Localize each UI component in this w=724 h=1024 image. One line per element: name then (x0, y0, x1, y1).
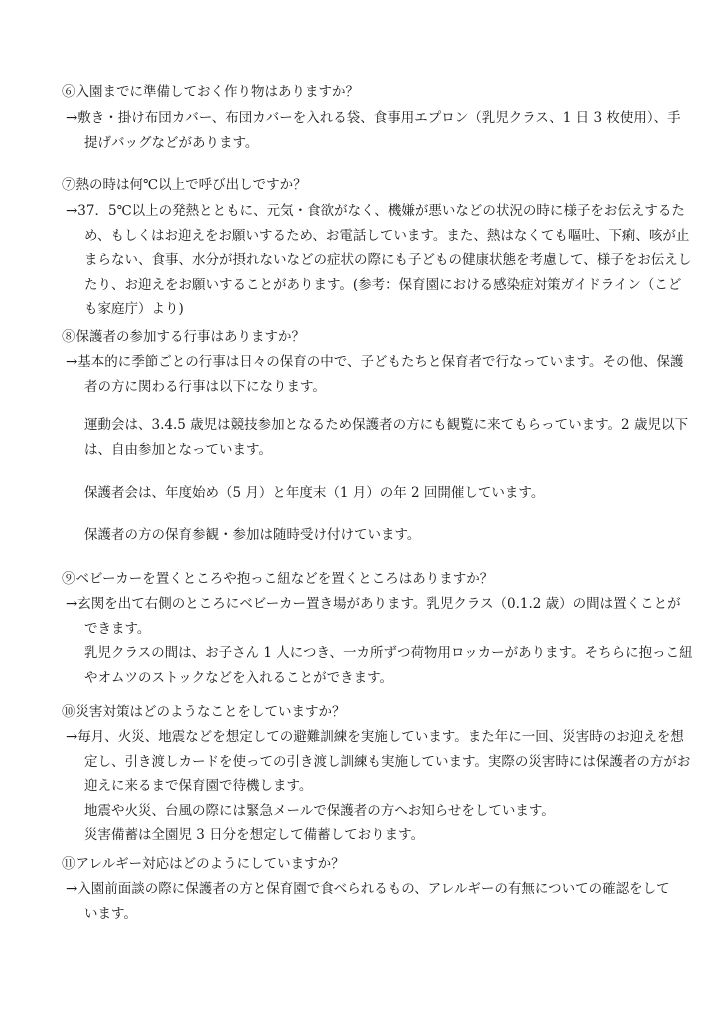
answer-line: 迎えに来るまで保育園で待機します。 (84, 778, 313, 794)
answer-line: →入園前面談の際に保護者の方と保育園で食べられるもの、アレルギーの有無についての確認をして (66, 881, 670, 897)
question-11: ⑪アレルギー対応はどのようにしていますか？ (62, 856, 345, 872)
answer-line: →37．5℃以上の発熱とともに、元気・食欲がなく、機嫌が悪いなどの状況の時に様子をお伝えするた (66, 203, 685, 219)
answer-line: 者の方に関わる行事は以下になります。 (84, 378, 326, 395)
question-6: ⑥入園までに準備しておく作り物はありますか？ (62, 84, 359, 100)
question-8: ⑧保護者の参加する行事はありますか？ (62, 329, 305, 345)
answer-10 (66, 725, 691, 848)
answer-line: まらない、食事、水分が摂れないなどの症状の際にも子どもの健康状態を考慮して、様子をお伝えし (84, 252, 692, 268)
answer-line: →敷き・掛け布団カバー、布団カバーを入れる袋、食事用エプロン（乳児クラス、1 日 3 枚使用）、手 (66, 110, 681, 126)
answer-line: 乳児クラスの間は、お子さん 1 人につき、一カ所ずつ荷物用ロッカーがあります。そちらに抱っこ紐 (84, 645, 693, 661)
answer-line: たり、お迎えをお願いすることがあります。(参考：保育園における感染症対策ガイドライン（こど (84, 276, 682, 293)
paragraph-line: 運動会は、3.4.5 歳児は競技参加となるため保護者の方にも観覧に来てもらっています。2 歳児以下 (84, 417, 688, 433)
answer-8 (66, 350, 684, 399)
question-9: ⑨ベビーカーを置くところや抱っこ紐などを置くところはありますか？ (62, 571, 494, 587)
answer-line: います。 (84, 905, 137, 922)
answer-line: →毎月、火災、地震などを想定しての避難訓練を実施しています。また年に一回、災害時のお迎えを想 (66, 729, 684, 745)
answer-line: 地震や火災、台風の際には緊急メールで保護者の方へお知らせをしています。 (84, 802, 555, 819)
answer-line: 提げバッグなどがあります。 (84, 134, 259, 151)
answer-line: 災害備蓄は全園児 3 日分を想定して備蓄しております。 (84, 827, 425, 843)
answer-line: →玄関を出て右側のところにベビーカー置き場があります。乳児クラス（0.1.2 歳）の間は置くことが (66, 596, 681, 612)
answer-line: やオムツのストックなどを入れることができます。 (84, 669, 394, 686)
answer-line: 定し、引き渡しカードを使っての引き渡し訓練も実施しています。実際の災害時には保護者の方がお (84, 753, 691, 770)
answer-11 (66, 877, 670, 926)
parent-meeting-paragraph (84, 481, 670, 506)
answer-line: め、もしくはお迎えをお願いするため、お電話しています。また、熱はなくても嘔吐、下痢、咳が止 (84, 227, 690, 244)
question-7: ⑦熱の時は何℃以上で呼び出しですか？ (62, 177, 307, 193)
answer-line: も家庭庁）より) (84, 301, 184, 317)
answer-6 (66, 106, 681, 155)
answer-line: できます。 (84, 620, 151, 637)
paragraph-line: 保護者会は、年度始め（5 月）と年度末（1 月）の年 2 回開催しています。 (84, 485, 545, 501)
observation-paragraph (84, 523, 670, 548)
paragraph-line: 保護者の方の保育参観・参加は随時受け付けています。 (84, 527, 421, 543)
paragraph-line: は、自由参加となっています。 (84, 441, 272, 458)
sports-day-paragraph (84, 413, 688, 462)
answer-9 (66, 592, 693, 690)
question-10: ⑩災害対策はどのようなことをしていますか？ (62, 704, 346, 720)
answer-line: →基本的に季節ごとの行事は日々の保育の中で、子どもたちと保育者で行なっています。その他、保護 (66, 354, 684, 370)
answer-7 (66, 199, 692, 322)
